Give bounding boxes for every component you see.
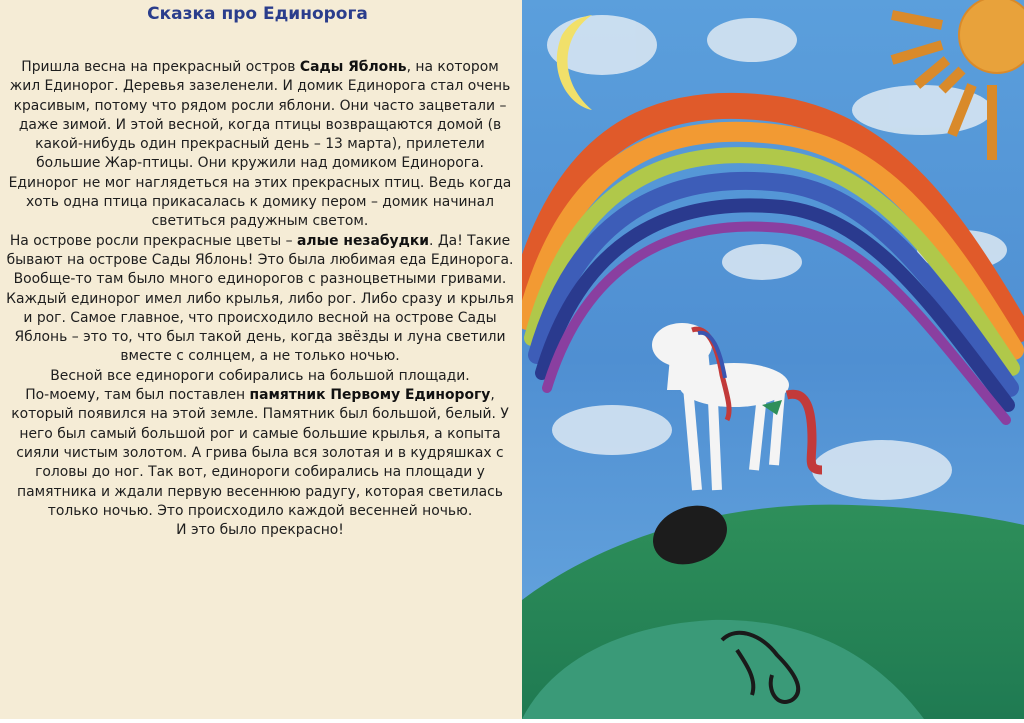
story-paragraph-2: На острове росли прекрасные цветы – алые незабудки. Да! Такие бывают на острове Сады Яблонь! Это была любимая еда Единорога. Вообще-то там было много единорогов с разноцветными гривами. Каждый единорог имел либо крылья, либо рог. Либо сразу и крылья и рог. Самое главное, что происходило весной на острове Сады Яблонь – это то, что был такой день, когда звёзды и луна светили вместе с солнцем, а не только ночью. <box>6 232 514 365</box>
story-body <box>6 58 514 540</box>
bold-place-name: Сады Яблонь <box>299 59 407 75</box>
painting-illustration <box>522 0 1024 719</box>
story-paragraph-5: И это было прекрасно! <box>176 522 344 539</box>
story-paragraph-3: Весной все единороги собирались на большой площади. <box>50 367 470 384</box>
story-paragraph-1: Пришла весна на прекрасный остров Сады Яблонь, на котором жил Единорог. Деревья зазеленели. И домик Единорога стал очень красивым, потому что рядом росли яблони. Они часто зацветали – даже зимой. И этой весной, когда птицы возвращаются домой (в какой-нибудь один прекрасный день – 13 марта), прилетели большие Жар-птицы. Они кружили над домиком Единорога. Единорог не мог наглядеться на этих прекрасных птиц. Ведь когда хоть одна птица прикасалась к домику пером – домик начинал светиться радужным светом. <box>8 59 512 230</box>
unicorn-painting <box>522 0 1024 719</box>
page-title: Сказка про Единорога <box>147 4 368 24</box>
bold-flower-name: алые незабудки <box>297 232 429 249</box>
story-paragraph-4: По-моему, там был поставлен памятник Первому Единорогу, который появился на этой земле. Памятник был большой, белый. У него был самый большой рог и самые большие крылья, а копыта сияли чистым золотом. А грива была вся золотая и в кудряшках с головы до ног. Так вот, единороги собирались на площади у памятника и ждали первую весеннюю радугу, которая светилась только ночью. Это происходило каждой весенней ночью. <box>11 387 509 519</box>
bold-monument-name: памятник Первому Единорогу <box>249 387 491 404</box>
